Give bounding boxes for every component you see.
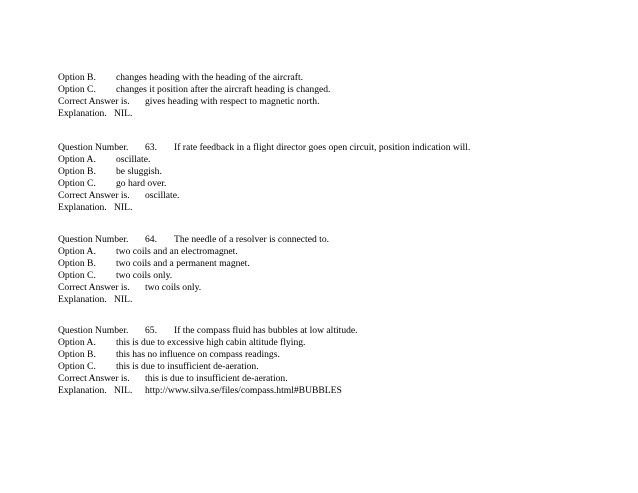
option-text: this has no influence on compass readings. (116, 349, 280, 360)
question-number: 63. (145, 142, 157, 153)
explanation-label: Explanation. (58, 294, 107, 305)
explanation-label: Explanation. (58, 202, 107, 213)
option-text: changes it position after the aircraft heading is changed. (116, 84, 331, 95)
option-text: changes heading with the heading of the aircraft. (116, 72, 304, 83)
explanation-label: Explanation. (58, 385, 107, 396)
question-number-label: Question Number. (58, 234, 129, 245)
explanation-text: NIL. (114, 108, 133, 119)
option-label: Option B. (58, 166, 96, 177)
explanation-text: NIL. (114, 202, 133, 213)
option-text: be sluggish. (116, 166, 162, 177)
explanation-link[interactable]: http://www.silva.se/files/compass.html#BUBBLES (145, 385, 342, 396)
option-label: Option C. (58, 178, 96, 189)
question-text: The needle of a resolver is connected to. (174, 234, 330, 245)
option-text: two coils and an electromagnet. (116, 246, 238, 257)
option-label: Option C. (58, 84, 96, 95)
option-label: Option A. (58, 337, 96, 348)
question-number: 65. (145, 325, 157, 336)
correct-answer-text: gives heading with respect to magnetic north. (145, 96, 320, 107)
explanation-text: NIL. (114, 385, 133, 396)
option-text: two coils only. (116, 270, 173, 281)
correct-answer-text: two coils only. (145, 282, 202, 293)
question-number-label: Question Number. (58, 142, 129, 153)
question-text: If the compass fluid has bubbles at low altitude. (174, 325, 358, 336)
question-number-label: Question Number. (58, 325, 129, 336)
option-label: Option C. (58, 270, 96, 281)
option-text: this is due to insufficient de-aeration. (116, 361, 259, 372)
correct-answer-text: oscillate. (145, 190, 180, 201)
option-text: oscillate. (116, 154, 151, 165)
question-number: 64. (145, 234, 157, 245)
option-text: this is due to excessive high cabin altitude flying. (116, 337, 306, 348)
correct-answer-label: Correct Answer is. (58, 96, 130, 107)
option-text: two coils and a permanent magnet. (116, 258, 250, 269)
correct-answer-text: this is due to insufficient de-aeration. (145, 373, 288, 384)
correct-answer-label: Correct Answer is. (58, 282, 130, 293)
option-label: Option B. (58, 349, 96, 360)
explanation-label: Explanation. (58, 108, 107, 119)
option-label: Option C. (58, 361, 96, 372)
explanation-text: NIL. (114, 294, 133, 305)
question-text: If rate feedback in a flight director goes open circuit, position indication will. (174, 142, 471, 153)
correct-answer-label: Correct Answer is. (58, 190, 130, 201)
option-label: Option B. (58, 258, 96, 269)
option-label: Option A. (58, 246, 96, 257)
option-text: go hard over. (116, 178, 167, 189)
correct-answer-label: Correct Answer is. (58, 373, 130, 384)
option-label: Option A. (58, 154, 96, 165)
option-label: Option B. (58, 72, 96, 83)
